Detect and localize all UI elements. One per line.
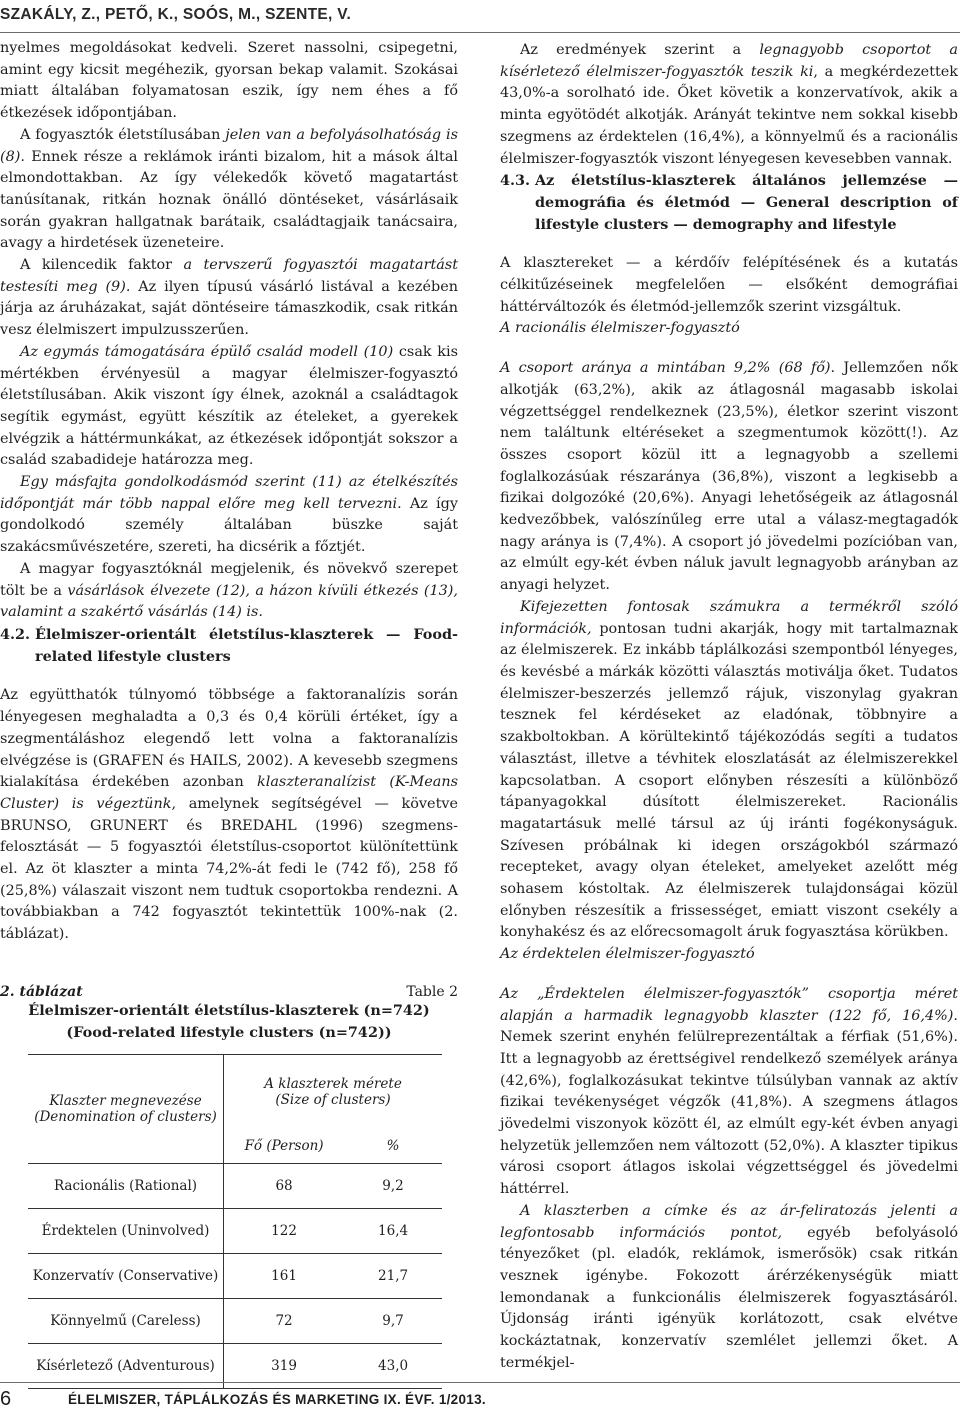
table-row: Érdektelen (Uninvolved) 122 16,4 (28, 1209, 442, 1254)
paragraph: Az együtthatók túlnyomó többsége a faktoranalízis során lényegesen meghaladta a 0,3 és 0,4 körüli értéket, így a szegmentáláshoz elegendő lett volna a faktoranalízis elvégzése is (GRAFEN és HAILS, 2002). A kevesebb szegmens kialakítása érdekében azonban klaszteranalízist (K-Means Cluster) is végeztünk, amelynek segítségével — követve BRUNSO, GRUNERT és BREDAHL (1996) szegmens-felosztását — 5 fogyasztói életstílus-csoportot különítettünk el. Az öt klaszter a minta 74,2%-át fedi le (742 fő), 258 fő (25,8%) válaszait viszont nem tudtuk csoportokba rendezni. A továbbiakban a 742 fogyasztót tekintettük 100%-nak (2. táblázat). (0, 687, 458, 943)
table-2 (0, 984, 458, 1389)
left-column (0, 38, 458, 946)
paragraph: A kilencedik faktor a tervszerű fogyasztói magatartást testesíti meg (9). Az ilyen típusú vásárló listával a kezében járja az áruházakat, saját döntéseire támaszkodik, csak ritkán vesz élelmiszert impulzusszerűen. (0, 257, 458, 339)
header-rule (0, 32, 960, 33)
footer-rule (0, 1382, 960, 1383)
cluster-table (28, 1054, 442, 1389)
section-heading-4-3: 4.3. Az életstílus-klaszterek általános jellemzése — demográfia és életmód — General description of lifestyle clusters — demography and lifestyle (500, 172, 958, 233)
paragraph: Az eredmények szerint a legnagyobb csoportot a kísérletező élelmiszer-fogyasztók teszik ki, a megkérdezettek 43,0%-a sorolható ide. Őket követik a konzervatívok, akik a minta egyötödét alkotják. Arányát tekintve nem sokkal kisebb szegmens az érdektelen (16,4%), a könnyelmű és a racionális élelmiszer-fogyasztók viszont lényegesen kevesebben vannak. (500, 42, 958, 167)
table-title-hu: Élelmiszer-orientált életstílus-klaszterek (n=742) (28, 1002, 430, 1019)
table-caption (0, 984, 458, 1000)
subsection-heading-uninvolved: Az érdektelen élelmiszer-fogyasztó (500, 946, 755, 963)
paragraph: nyelmes megoldásokat kedveli. Szeret nassolni, csipegetni, amint egy kicsit megéhezik, gyorsan bekap valamit. Szokásai miatt általában folyamatosan eszik, így nem éhes a fő étkezések időpontjában. (0, 40, 458, 122)
running-head: SZAKÁLY, Z., PETŐ, K., SOÓS, M., SZENTE, V. (0, 6, 352, 23)
paragraph: A fogyasztók életstílusában jelen van a befolyásolhatóság is (8). Ennek része a reklámok iránti bizalom, hit a mások által elmondottakban. Az így vélekedők követő magatartást tanúsítanak, ritkán hoznak önálló döntéseket, vásárlásaik során gyakran hallgatnak barátaik, családtagjaik tanácsaira, avagy a hirdetések üzeneteire. (0, 126, 458, 252)
table-label-hu: 2. táblázat (0, 984, 83, 1000)
table-label-en: Table 2 (406, 984, 458, 1000)
section-heading-4-2: 4.2. Élelmiszer-orientált életstílus-klaszterek — Food-related lifestyle clusters (0, 625, 458, 665)
paragraph: Az „Érdektelen élelmiszer-fogyasztók” csoportja méret alapján a harmadik legnagyobb klaszter (122 fő, 16,4%). Nemek szerint enyhén felülreprezentáltak a férfiak (51,6%). Itt a legnagyobb az érettségivel rendelkező személyek aránya (42,6%), foglalkozásukat tekintve túlsúlyban vannak az aktív fizikai tevékenységet végzők (41,8%). A szegmens átlagos jövedelmi viszonyok között él, az elmúlt egy-két évben anyagi helyzetük jellemzően nem változott (52,0%). A klaszter tipikus városi csoport átlagos iskolai végzettséggel és jövedelmi háttérrel. (500, 985, 958, 1198)
paragraph: A klaszterben a címke és az ár-feliratozás jelenti a legfontosabb információs pontot, egyéb befolyásoló tényezőket (pl. eladók, reklámok, ismerősök) csak ritkán vesznek igénybe. Fokozott árérzékenységük miatt lemondanak a funkcionális élelmiszerek fogyasztásáról. Újdonság iránti igényük korlátozott, csak elvétve kockáztatnak, konzervatív szemlélet jellemzi őket. A termékjel- (500, 1202, 958, 1371)
right-column (500, 40, 958, 1374)
journal-name: ÉLELMISZER, TÁPLÁLKOZÁS ÉS MARKETING IX. ÉVF. 1/2013. (68, 1392, 486, 1407)
table-row: Racionális (Rational) 68 9,2 (28, 1164, 442, 1209)
paragraph: Egy másfajta gondolkodásmód szerint (11) az ételkészítés időpontját már több nappal előre meg kell tervezni. Az így gondolkodó személy általában büszke saját szakácsművészetére, szereti, ha dicsérik a főztjét. (0, 474, 458, 556)
paragraph: Kifejezetten fontosak számukra a termékről szóló információk, pontosan tudni akarják, hogy mit tartalmaznak az élelmiszerek. Ez inkább táplálkozási szempontból lényeges, és kevésbé a márkák közötti választás motiválja őket. Tudatos élelmiszer-beszerzés jellemző rájuk, viszonylag gyakran tesznek fel kérdéseket az eladónak, többnyire a szakboltokban. A körültekintő tájékozódás segíti a tudatos választást, illetve a tévhitek eloszlatását az élelmiszerekkel kapcsolatban. A csoport előnyben részesíti a különböző tápanyagokkal dúsított élelmiszereket. Racionális magatartásuk mellé társul az új iránti fogékonyságuk. Szívesen próbálnak ki idegen országokból származó recepteket, avagy olyan ételeket, amelyeket azelőtt még sohasem kóstoltak. Az élelmiszerek tulajdonságai közül előnyben részesítik a frissességet, emiatt viszont csekély a konyhakész és az előrecsomagolt áruk fogyasztása körükben. (500, 598, 958, 941)
page-number: 6 (0, 1388, 12, 1410)
paragraph: A magyar fogyasztóknál megjelenik, és növekvő szerepet tölt be a vásárlások élvezete (12), a házon kívüli étkezés (13), valamint a szakértő vásárlás (14) is. (0, 560, 458, 621)
col-header-cluster: Klaszter megnevezése (Denomination of clusters) (28, 1055, 224, 1164)
table-row: Konzervatív (Conservative) 161 21,7 (28, 1254, 442, 1299)
col-header-size: A klaszterek mérete (Size of clusters) (224, 1055, 442, 1130)
col-header-percent: % (344, 1129, 442, 1164)
paragraph: Az egymás támogatására épülő család modell (10) csak kis mértékben érvényesül a magyar élelmiszer-fogyasztó életstílusában. Akik viszont így élnek, azoknál a családtagok segítik egymást, együtt készítik az ételeket, a gyerekek elvégzik a háttérmunkákat, az étkezések időpontját sokszor a család szabadideje határozza meg. (0, 343, 458, 469)
subsection-heading-rational: A racionális élelmiszer-fogyasztó (500, 320, 740, 337)
col-header-person: Fő (Person) (224, 1129, 345, 1164)
paragraph: A csoport aránya a mintában 9,2% (68 fő). Jellemzően nők alkotják (63,2%), akik az átlagosnál magasabb iskolai végzettséggel rendelkeznek (23,5%), életkor szerint viszont nem találtunk eltéréseket a szegmentumok között(!). Az összes csoport közül itt a legnagyobb a szellemi foglalkozásúak részaránya (36,8%), viszont a legkisebb a fizikai dolgozóké (20,6%). Anyagi lehetőségeik az átlagosnál kedvezőbbek, valószínűleg erre utal a válasz-megtagadók nagy aránya is (7,4%). A csoport jó jövedelmi pozícióban van, az elmúlt egy-két évben náluk javult legnagyobb arányban az anyagi helyzet. (500, 360, 958, 594)
table-row: Kísérletező (Adventurous) 319 43,0 (28, 1344, 442, 1389)
table-row: Könnyelmű (Careless) 72 9,7 (28, 1299, 442, 1344)
paragraph: A klasztereket — a kérdőív felépítésének és a kutatás célkitűzéseinek megfelelően — elsőként demográfiai háttérváltozók és életmód-jellemzők szerint vizsgáltuk. (500, 255, 958, 315)
table-title-en: (Food-related lifestyle clusters (n=742)) (66, 1024, 392, 1041)
